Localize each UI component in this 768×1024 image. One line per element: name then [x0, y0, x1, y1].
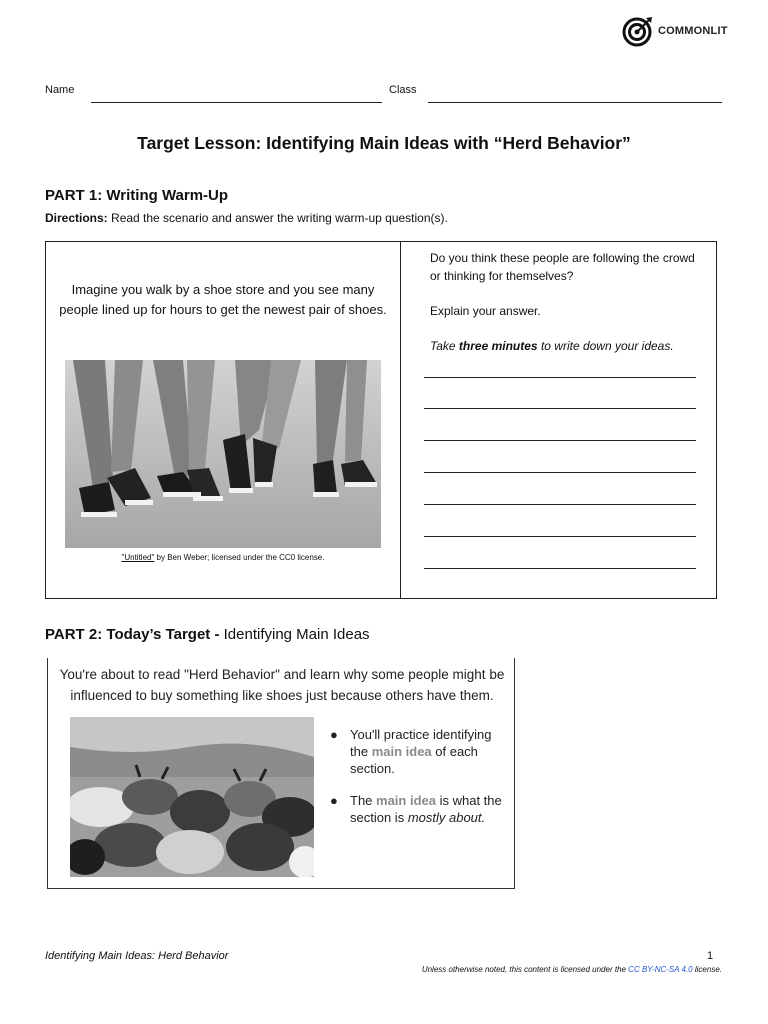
photo-caption: "Untitled" by Ben Weber; licensed under the CC0 license.: [121, 553, 325, 562]
scenario-text: Imagine you walk by a shoe store and you see many people lined up for hours to get the newest pair of shoes.: [59, 282, 387, 317]
question-text: Do you think these people are following the crowd or thinking for themselves?: [430, 251, 695, 283]
class-field[interactable]: [428, 102, 722, 103]
name-field[interactable]: [91, 102, 382, 103]
class-label: Class: [389, 84, 417, 96]
directions: Directions: Read the scenario and answer the writing warm-up question(s).: [45, 211, 448, 225]
license-link[interactable]: CC BY-NC-SA 4.0: [628, 965, 693, 974]
question-prompt: [430, 249, 700, 372]
page-title: Target Lesson: Identifying Main Ideas with “Herd Behavior”: [137, 133, 631, 153]
warmup-box: [45, 241, 717, 599]
answer-line[interactable]: [424, 568, 696, 569]
answer-line[interactable]: [424, 377, 696, 378]
answer-line[interactable]: [424, 408, 696, 409]
column-divider: [400, 242, 401, 598]
answer-line[interactable]: [424, 440, 696, 441]
target-bullets: [328, 726, 508, 841]
answer-line[interactable]: [424, 504, 696, 505]
target-box: [47, 658, 515, 889]
goats-photo: [70, 717, 314, 877]
commonlit-logo: [622, 15, 728, 47]
footer-title: Identifying Main Ideas: Herd Behavior: [45, 950, 229, 962]
caption-link[interactable]: "Untitled": [121, 553, 155, 562]
page-number: 1: [707, 950, 714, 962]
answer-line[interactable]: [424, 472, 696, 473]
list-item: ● The main idea is what the section is mostly about.: [330, 793, 502, 825]
target-logo-icon: [622, 15, 654, 47]
brand-name: COMMONLIT: [658, 25, 728, 37]
time-instruction: Take three minutes to write down your ideas.: [430, 339, 674, 353]
answer-line[interactable]: [424, 536, 696, 537]
shoes-photo: [65, 360, 381, 548]
explain-text: Explain your answer.: [430, 304, 541, 318]
name-label: Name: [45, 84, 75, 96]
intro-text: You're about to read "Herd Behavior" and learn why some people might be influenced to buy something like shoes just because others have them.: [59, 667, 505, 703]
list-item: ● You'll practice identifying the main idea of each section.: [330, 727, 492, 776]
part2-heading: PART 2: Today’s Target - Identifying Main Ideas: [45, 626, 370, 643]
license-note: Unless otherwise noted, this content is licensed under the CC BY-NC-SA 4.0 license.: [421, 965, 722, 974]
part1-heading: PART 1: Writing Warm-Up: [45, 187, 229, 204]
